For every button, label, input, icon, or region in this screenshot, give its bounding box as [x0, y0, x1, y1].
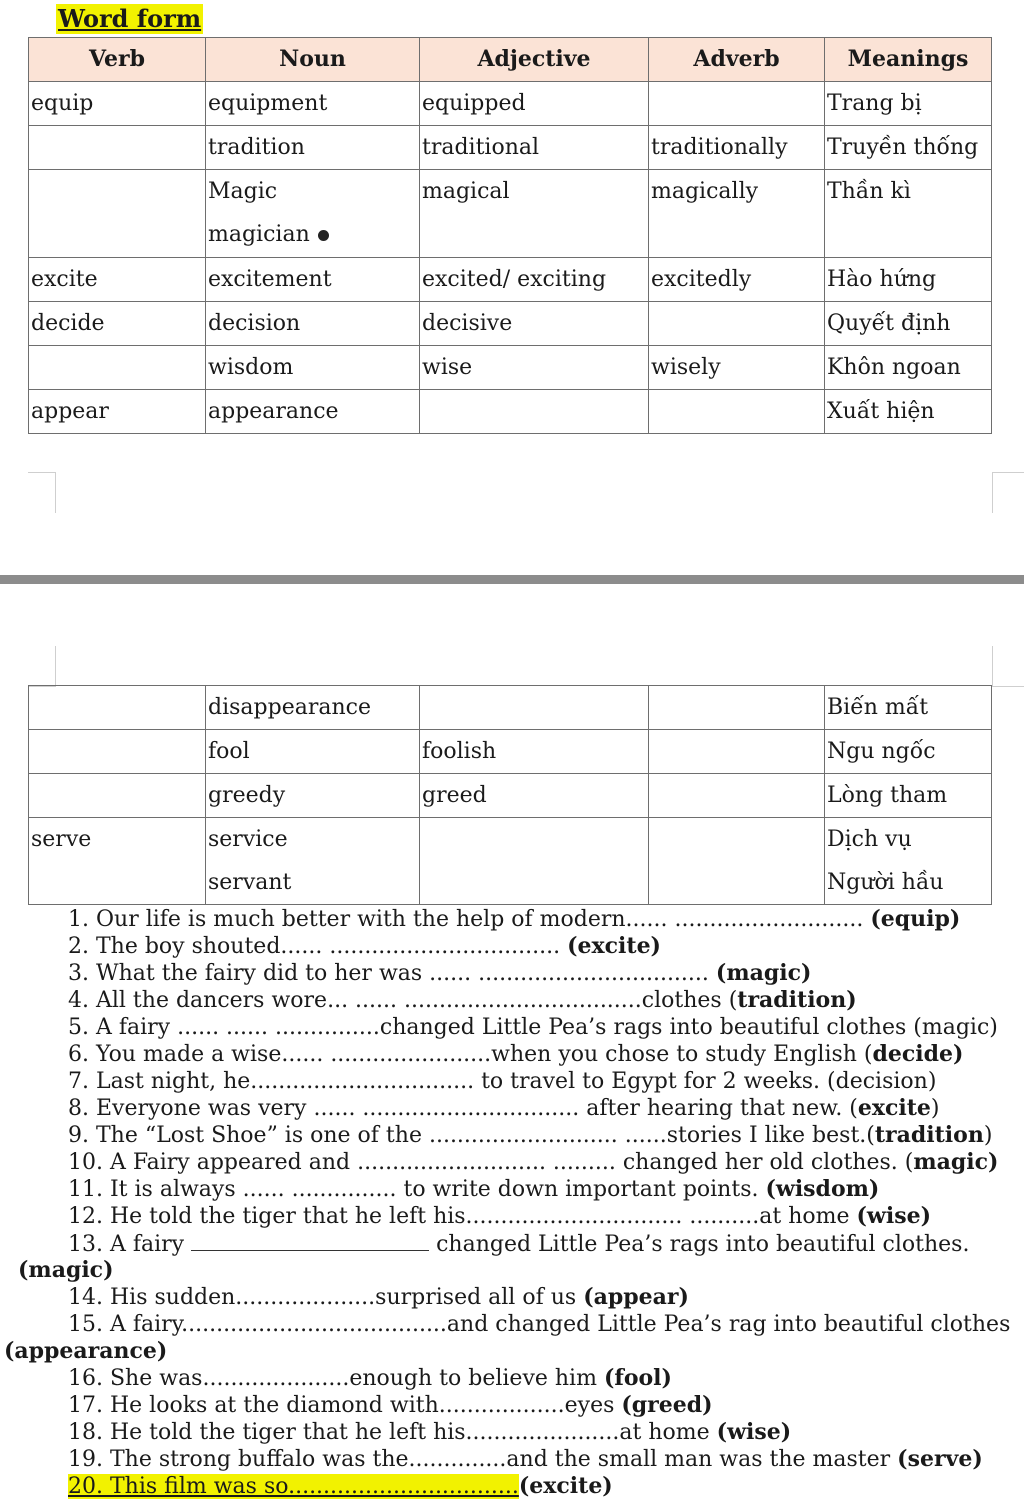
cell-noun: decision — [206, 302, 420, 346]
cell-noun: wisdom — [206, 346, 420, 390]
page-break-divider — [0, 575, 1024, 584]
cell-verb — [29, 170, 206, 258]
exercise-hint: tradition — [737, 987, 847, 1013]
page-corner-mark — [28, 472, 56, 513]
header-noun: Noun — [206, 38, 420, 82]
noun-line-2: servant — [208, 870, 292, 895]
exercise-hint: tradition — [874, 1122, 984, 1148]
cell-meaning: Thần kì — [825, 170, 992, 258]
exercise-text: 2. The boy shouted...... ................................. — [68, 934, 568, 959]
exercise-hint: magic — [913, 1149, 989, 1175]
page-title: Word form — [58, 4, 202, 33]
exercise-after: ) — [953, 1041, 964, 1067]
cell-adverb — [649, 390, 825, 434]
exercise-hint: (wisdom) — [765, 1176, 880, 1202]
exercise-item — [0, 1392, 1024, 1419]
exercise-item — [0, 1041, 1024, 1068]
cell-verb — [29, 346, 206, 390]
exercise-item — [0, 1203, 1024, 1230]
table-row — [29, 170, 992, 258]
cell-noun: greedy — [206, 774, 420, 818]
table-row — [29, 774, 992, 818]
exercise-text: 14. His sudden....................surprised all of us — [68, 1285, 584, 1310]
exercise-text: 15. A fairy......................................and changed Little Pea’s rag into beautiful clothes — [68, 1312, 1011, 1337]
exercise-item — [0, 987, 1024, 1014]
table-row — [29, 258, 992, 302]
meaning-line-2: Người hầu — [827, 870, 944, 895]
answer-blank[interactable] — [191, 1230, 429, 1251]
exercise-hint: (appear) — [583, 1284, 689, 1310]
exercise-list — [0, 906, 1024, 1500]
exercise-item — [0, 1419, 1024, 1446]
exercise-hint: (wise) — [716, 1419, 792, 1445]
cell-adjective — [420, 686, 649, 730]
cell-meaning: Lòng tham — [825, 774, 992, 818]
cell-adjective — [420, 390, 649, 434]
cell-meaning: Ngu ngốc — [825, 730, 992, 774]
cell-adverb — [649, 774, 825, 818]
exercise-text: 9. The “Lost Shoe” is one of the ........................... ......stories I like best.( — [68, 1123, 875, 1148]
exercise-item — [0, 960, 1024, 987]
page-corner-mark — [992, 646, 1024, 687]
exercise-text: 10. A Fairy appeared and ........................... ......... changed her old clothes. ( — [68, 1150, 914, 1175]
exercise-item — [0, 1176, 1024, 1203]
cell-noun: fool — [206, 730, 420, 774]
exercise-text: 16. She was.....................enough to believe him — [68, 1366, 604, 1391]
exercise-text: 18. He told the tiger that he left his......................at home — [68, 1420, 717, 1445]
cell-meaning: Quyết định — [825, 302, 992, 346]
exercise-item — [0, 1365, 1024, 1392]
cell-adverb: wisely — [649, 346, 825, 390]
exercise-item — [0, 906, 1024, 933]
page-corner-mark — [28, 646, 56, 687]
cell-verb — [29, 730, 206, 774]
cell-noun: excitement — [206, 258, 420, 302]
cell-noun: equipment — [206, 82, 420, 126]
exercise-item — [0, 1311, 1024, 1338]
cell-adverb — [649, 82, 825, 126]
cell-meaning: Khôn ngoan — [825, 346, 992, 390]
exercise-item — [0, 1068, 1024, 1095]
exercise-text: 17. He looks at the diamond with..................eyes — [68, 1393, 622, 1418]
table-row — [29, 346, 992, 390]
table-row — [29, 818, 992, 905]
cell-adverb — [649, 730, 825, 774]
smiley-icon — [318, 230, 329, 241]
noun-line-1: service — [208, 827, 288, 852]
exercise-item — [0, 933, 1024, 960]
table-row — [29, 82, 992, 126]
cell-meaning: Trang bị — [825, 82, 992, 126]
cell-verb — [29, 686, 206, 730]
exercise-text: 11. It is always ...... ............... to write down important points. — [68, 1177, 766, 1202]
cell-adverb: excitedly — [649, 258, 825, 302]
cell-noun — [206, 170, 420, 258]
cell-adjective — [420, 818, 649, 905]
cell-adjective: wise — [420, 346, 649, 390]
exercise-hint-wrapped: (appearance) — [4, 1338, 168, 1364]
exercise-text: 13. A fairy — [68, 1232, 192, 1257]
table-row — [29, 302, 992, 346]
cell-meaning: Truyền thống — [825, 126, 992, 170]
exercise-after: ) — [983, 1123, 993, 1148]
exercise-item — [0, 1149, 1024, 1176]
noun-line-1: Magic — [208, 179, 278, 204]
exercise-text: 8. Everyone was very ...... ............................... after hearing that new. ( — [68, 1096, 858, 1121]
cell-adverb: magically — [649, 170, 825, 258]
cell-verb — [29, 126, 206, 170]
cell-adjective: decisive — [420, 302, 649, 346]
exercise-hint: (equip) — [870, 906, 961, 932]
noun-line-2 — [208, 213, 417, 256]
cell-verb: serve — [29, 818, 206, 905]
cell-meaning: Xuất hiện — [825, 390, 992, 434]
exercise-text: 20. This film was so................................. — [68, 1474, 519, 1499]
table-row — [29, 390, 992, 434]
exercise-text: 4. All the dancers wore... ...... ..................................clothes ( — [68, 988, 738, 1013]
exercise-hint: decide — [872, 1041, 954, 1067]
cell-adjective: foolish — [420, 730, 649, 774]
cell-noun: disappearance — [206, 686, 420, 730]
exercise-item — [0, 1122, 1024, 1149]
cell-verb: equip — [29, 82, 206, 126]
cell-adjective: greed — [420, 774, 649, 818]
exercise-hint: (fool) — [603, 1365, 672, 1391]
exercise-hint-wrapped: (magic) — [18, 1257, 114, 1283]
exercise-text: 5. A fairy ...... ...... ...............changed Little Pea’s rags into beautiful clothes (magic) — [68, 1015, 998, 1040]
table-row — [29, 126, 992, 170]
cell-noun: tradition — [206, 126, 420, 170]
header-meanings: Meanings — [825, 38, 992, 82]
exercise-hint: (excite) — [567, 933, 661, 959]
exercise-item — [0, 1230, 1024, 1257]
exercise-item — [0, 1095, 1024, 1122]
cell-adverb — [649, 302, 825, 346]
cell-verb: decide — [29, 302, 206, 346]
cell-noun: appearance — [206, 390, 420, 434]
meaning-line-1: Dịch vụ — [827, 827, 912, 852]
header-adverb: Adverb — [649, 38, 825, 82]
exercise-hint: (greed) — [621, 1392, 713, 1418]
exercise-text: 7. Last night, he................................ to travel to Egypt for 2 weeks. (decision) — [68, 1069, 937, 1094]
exercise-hint: (magic) — [715, 960, 812, 986]
exercise-item — [0, 1014, 1024, 1041]
exercise-after: ) — [930, 1096, 940, 1121]
cell-adjective: excited/ exciting — [420, 258, 649, 302]
cell-adjective: traditional — [420, 126, 649, 170]
cell-adverb — [649, 818, 825, 905]
exercise-item — [0, 1284, 1024, 1311]
table-row — [29, 686, 992, 730]
exercise-item — [0, 1446, 1024, 1473]
exercise-hint: (excite) — [518, 1473, 613, 1499]
exercise-text: 12. He told the tiger that he left his............................... ..........at home — [68, 1204, 857, 1229]
exercise-hint: (wise) — [856, 1203, 932, 1229]
exercise-after: ) — [846, 987, 857, 1013]
table-header-row — [29, 38, 992, 82]
exercise-hint: excite — [857, 1095, 931, 1121]
header-verb: Verb — [29, 38, 206, 82]
cell-adjective: magical — [420, 170, 649, 258]
cell-adjective: equipped — [420, 82, 649, 126]
cell-adverb: traditionally — [649, 126, 825, 170]
word-form-table — [28, 37, 992, 434]
cell-noun — [206, 818, 420, 905]
exercise-item — [0, 1473, 1024, 1500]
cell-meaning — [825, 818, 992, 905]
cell-meaning: Biến mất — [825, 686, 992, 730]
cell-verb: excite — [29, 258, 206, 302]
exercise-after: ) — [988, 1149, 999, 1175]
table-row — [29, 730, 992, 774]
exercise-text: 1. Our life is much better with the help of modern...... ........................... — [68, 907, 871, 932]
cell-verb: appear — [29, 390, 206, 434]
header-adjective: Adjective — [420, 38, 649, 82]
page-corner-mark — [992, 472, 1024, 513]
exercise-hint: (serve) — [897, 1446, 983, 1472]
exercise-text-after: changed Little Pea’s rags into beautiful clothes. — [429, 1232, 970, 1257]
exercise-text: 3. What the fairy did to her was ...... ................................. — [68, 961, 716, 986]
exercise-text: 19. The strong buffalo was the..............and the small man was the master — [68, 1447, 898, 1472]
cell-verb — [29, 774, 206, 818]
word-form-table-continued — [28, 685, 992, 905]
cell-adverb — [649, 686, 825, 730]
cell-meaning: Hào hứng — [825, 258, 992, 302]
exercise-text: 6. You made a wise...... .......................when you chose to study English ( — [68, 1042, 873, 1067]
noun-line-2-text: magician — [208, 222, 310, 247]
